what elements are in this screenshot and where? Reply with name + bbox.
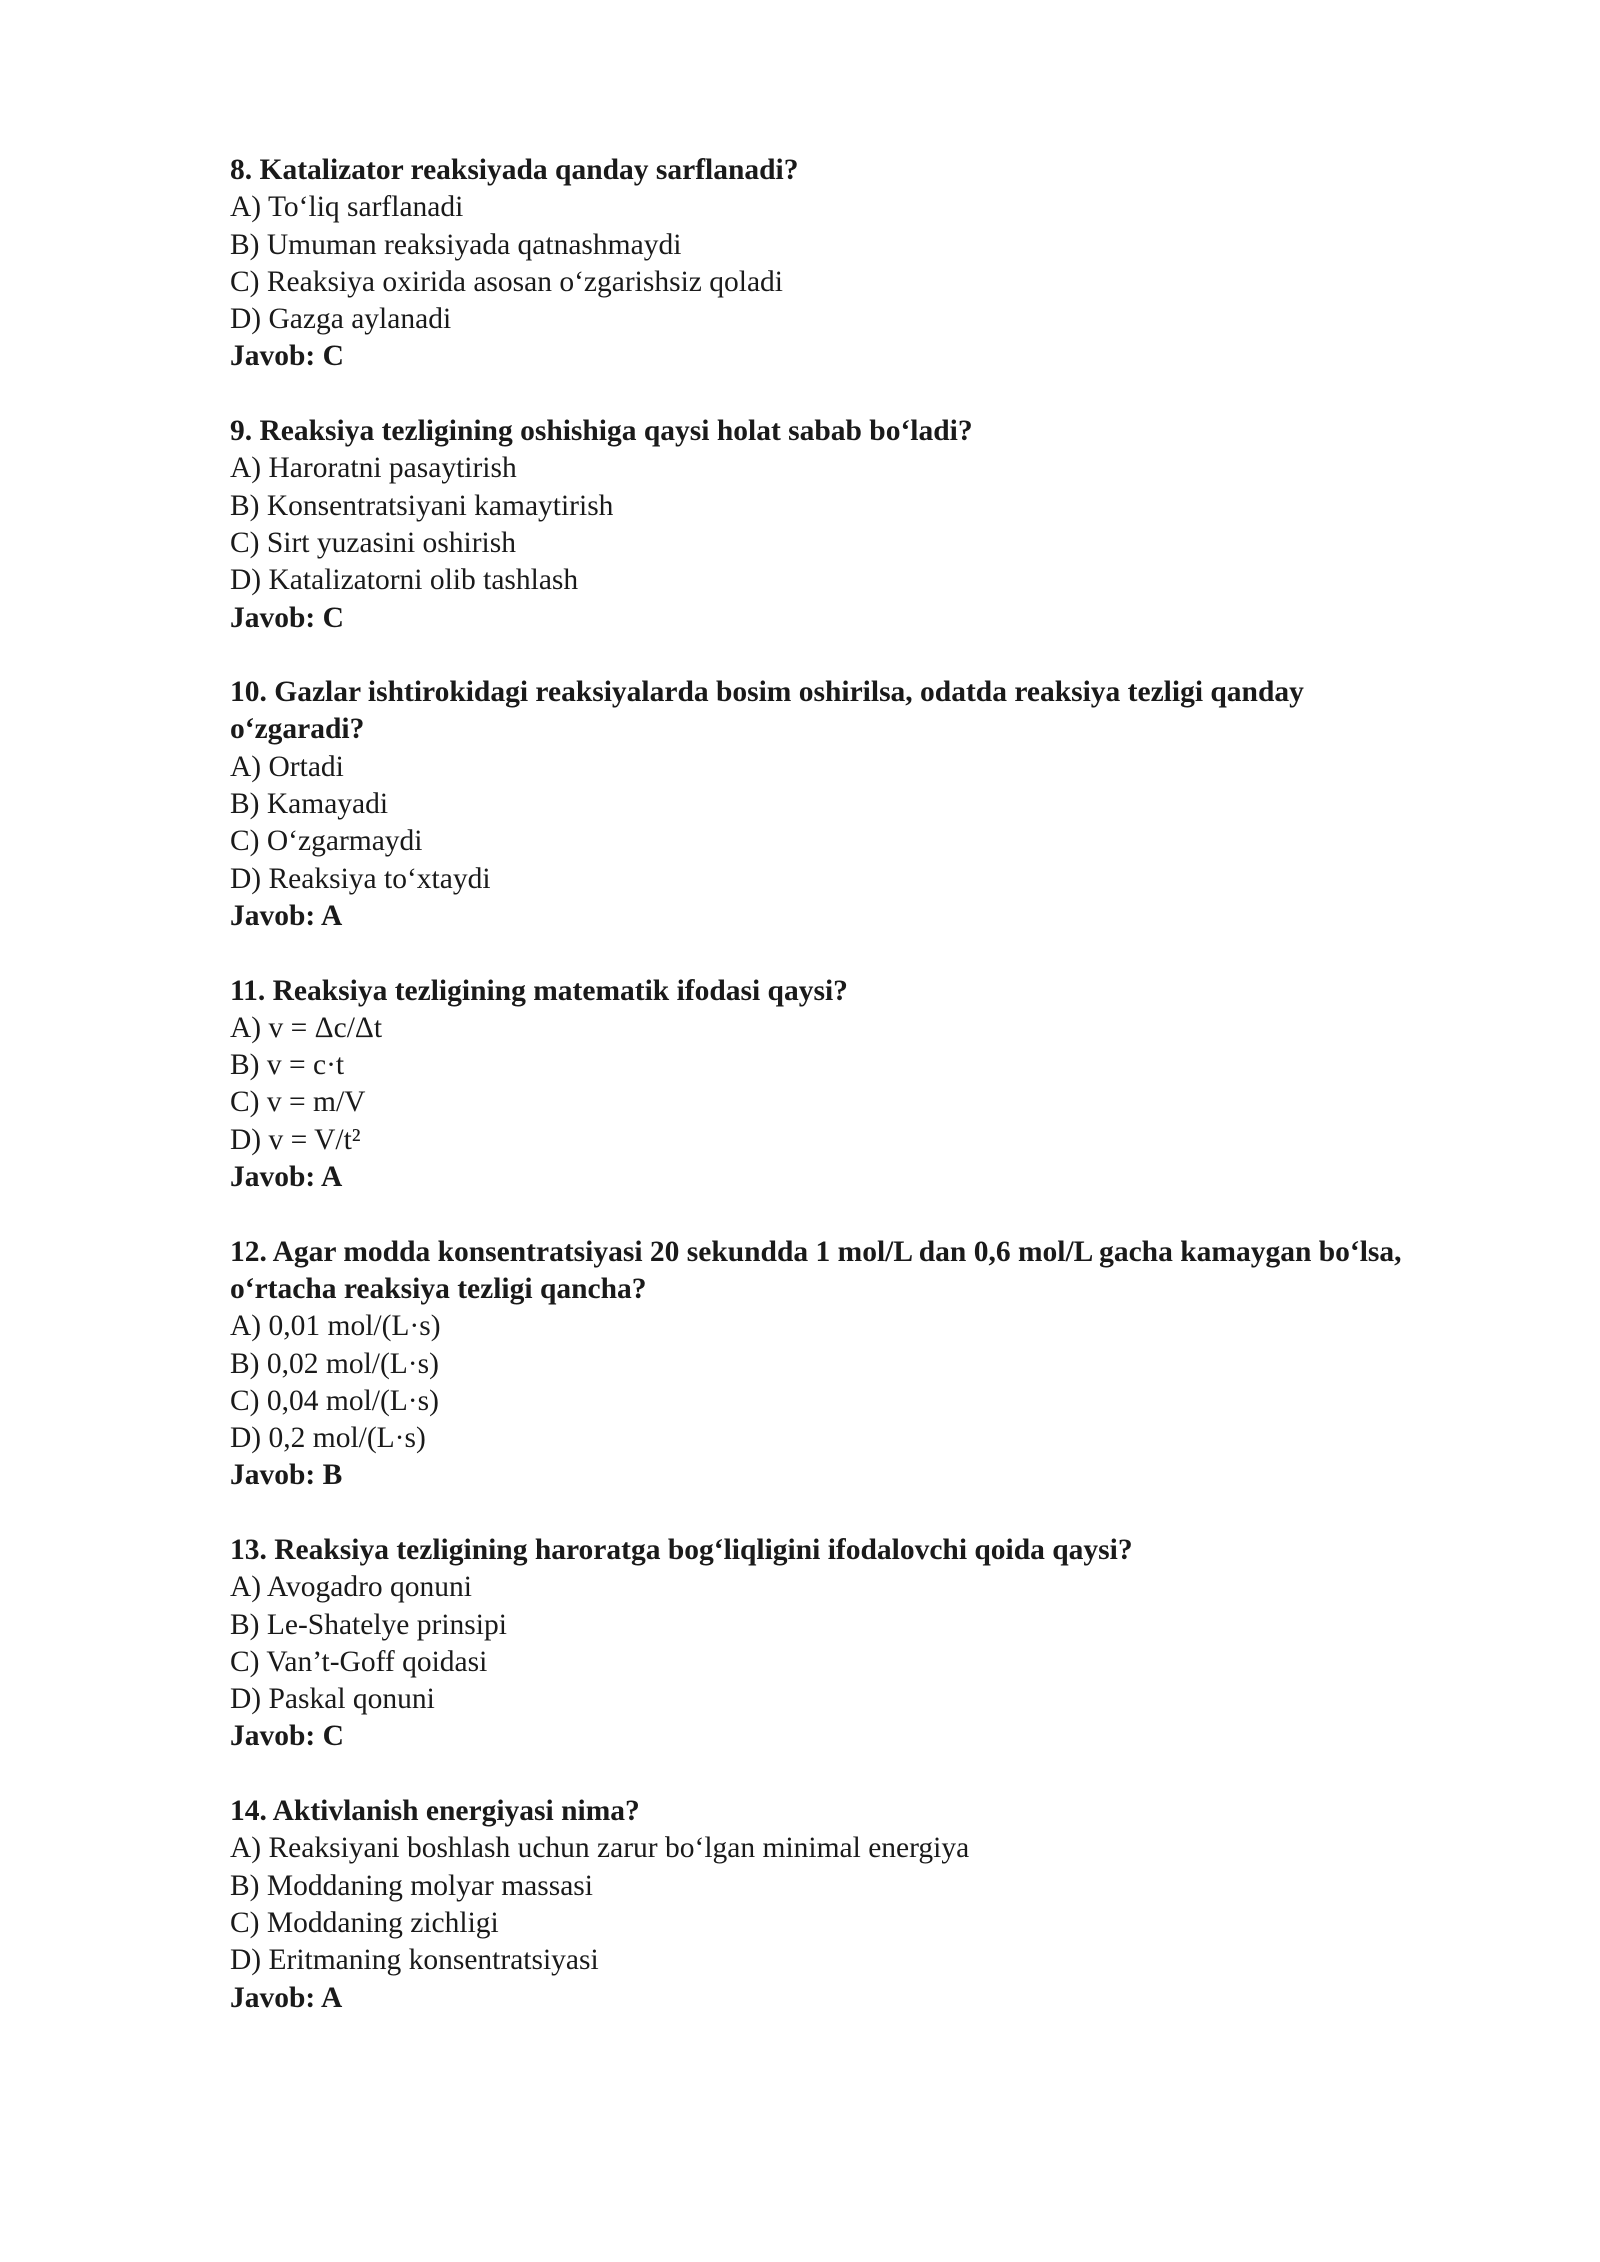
option-a: A) To‘liq sarflanadi xyxy=(230,191,464,224)
option-a: A) 0,01 mol/(L·s) xyxy=(230,1310,441,1343)
document-page xyxy=(230,152,1430,2054)
question-14 xyxy=(230,1793,1430,2017)
question-title: 13. Reaksiya tezligining haroratga bog‘liqligini ifodalovchi qoida qaysi? xyxy=(230,1533,1133,1566)
option-d: D) 0,2 mol/(L·s) xyxy=(230,1422,426,1455)
option-d: D) Eritmaning konsentratsiyasi xyxy=(230,1944,599,1977)
option-d: D) v = V/t² xyxy=(230,1123,361,1156)
option-a: A) v = Δc/Δt xyxy=(230,1011,383,1044)
answer-line: Javob: C xyxy=(230,340,344,373)
option-d: D) Katalizatorni olib tashlash xyxy=(230,564,579,597)
option-b: B) Le-Shatelye prinsipi xyxy=(230,1608,507,1641)
option-b: B) Moddaning molyar massasi xyxy=(230,1869,593,1902)
question-11 xyxy=(230,973,1430,1197)
option-a: A) Avogadro qonuni xyxy=(230,1571,472,1604)
option-b: B) Kamayadi xyxy=(230,788,389,821)
question-title: 10. Gazlar ishtirokidagi reaksiyalarda bosim oshirilsa, odatda reaksiya tezligi qanday o‘zgaradi? xyxy=(230,676,1304,746)
answer-line: Javob: A xyxy=(230,1981,343,2014)
question-10 xyxy=(230,674,1430,935)
option-c: C) 0,04 mol/(L·s) xyxy=(230,1384,439,1417)
answer-line: Javob: C xyxy=(230,1720,344,1753)
answer-line: Javob: A xyxy=(230,899,343,932)
question-12 xyxy=(230,1234,1430,1495)
option-b: B) Umuman reaksiyada qatnashmaydi xyxy=(230,228,682,261)
option-a: A) Ortadi xyxy=(230,750,344,783)
answer-line: Javob: A xyxy=(230,1161,343,1194)
option-c: C) Van’t-Goff qoidasi xyxy=(230,1645,488,1678)
option-b: B) 0,02 mol/(L·s) xyxy=(230,1347,439,1380)
option-c: C) Moddaning zichligi xyxy=(230,1906,499,1939)
option-c: C) Sirt yuzasini oshirish xyxy=(230,526,516,559)
option-d: D) Paskal qonuni xyxy=(230,1683,435,1716)
question-13 xyxy=(230,1532,1430,1756)
question-8 xyxy=(230,152,1430,376)
answer-line: Javob: B xyxy=(230,1459,343,1492)
option-d: D) Gazga aylanadi xyxy=(230,303,452,336)
question-title: 11. Reaksiya tezligining matematik ifodasi qaysi? xyxy=(230,974,848,1007)
question-title: 8. Katalizator reaksiyada qanday sarflanadi? xyxy=(230,154,799,186)
question-title: 9. Reaksiya tezligining oshishiga qaysi holat sabab bo‘ladi? xyxy=(230,415,973,448)
question-title: 12. Agar modda konsentratsiyasi 20 sekundda 1 mol/L dan 0,6 mol/L gacha kamaygan bo‘lsa, o‘rtacha reaksiya tezligi qancha? xyxy=(230,1235,1402,1305)
question-title: 14. Aktivlanish energiyasi nima? xyxy=(230,1795,640,1828)
option-d: D) Reaksiya to‘xtaydi xyxy=(230,862,491,895)
option-c: C) v = m/V xyxy=(230,1086,366,1119)
option-a: A) Haroratni pasaytirish xyxy=(230,452,517,485)
option-b: B) v = c·t xyxy=(230,1049,345,1082)
option-b: B) Konsentratsiyani kamaytirish xyxy=(230,489,614,522)
option-c: C) O‘zgarmaydi xyxy=(230,825,423,858)
option-a: A) Reaksiyani boshlash uchun zarur bo‘lgan minimal energiya xyxy=(230,1832,970,1865)
answer-line: Javob: C xyxy=(230,601,344,634)
option-c: C) Reaksiya oxirida asosan o‘zgarishsiz qoladi xyxy=(230,265,783,298)
question-9 xyxy=(230,413,1430,637)
